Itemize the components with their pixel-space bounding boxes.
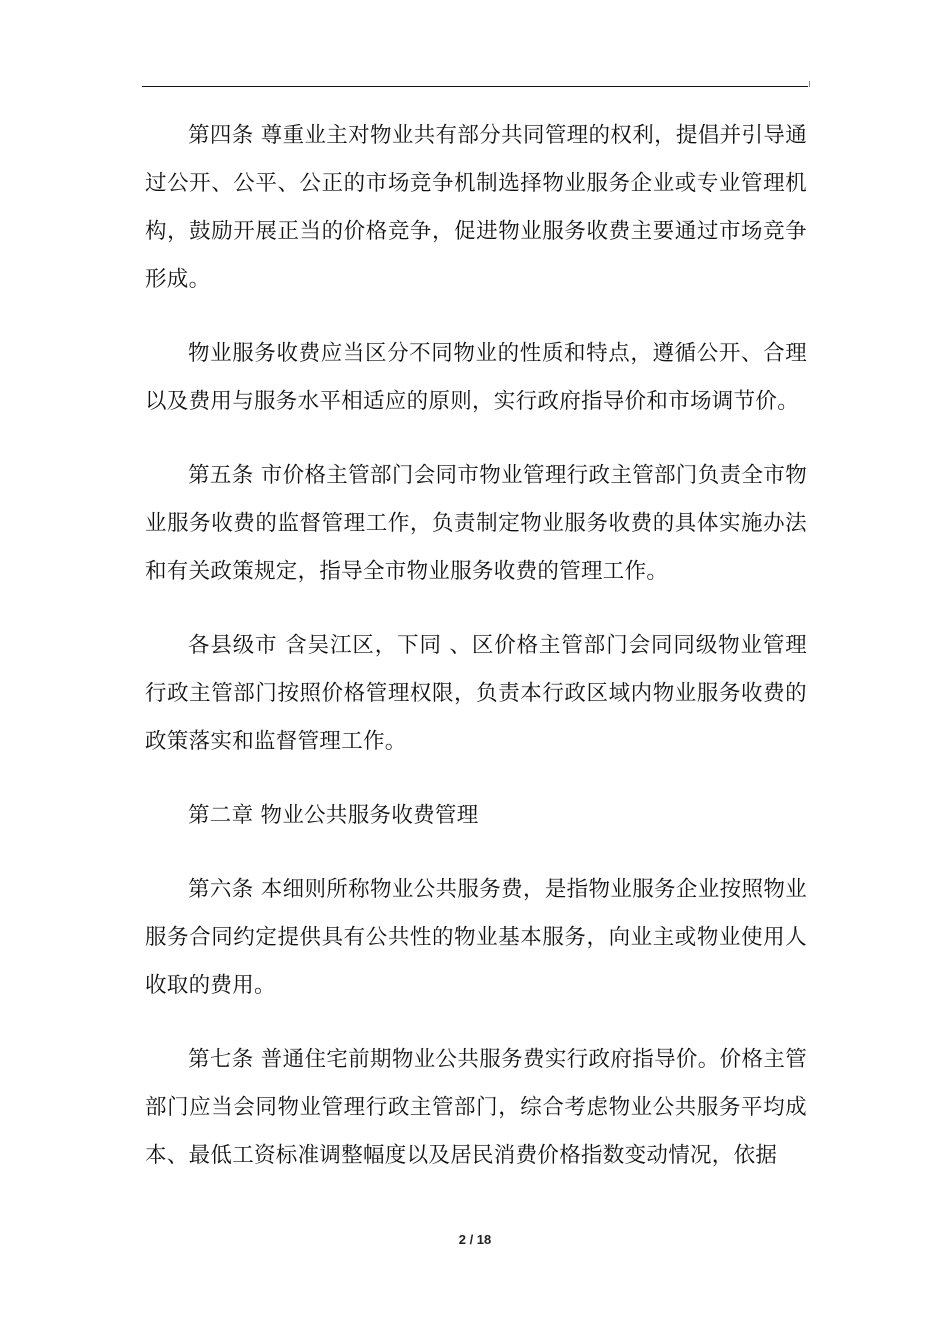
document-body bbox=[145, 112, 807, 1206]
paragraph-article-4: 第四条 尊重业主对物业共有部分共同管理的权利，提倡并引导通过公开、公平、公正的市场竞争机制选择物业服务企业或专业管理机构，鼓励开展正当的价格竞争，促进物业服务收费主要通过市场竞争形成。 bbox=[145, 123, 807, 292]
paragraph-article-7: 第七条 普通住宅前期物业公共服务费实行政府指导价。价格主管部门应当会同物业管理行政主管部门，综合考虑物业公共服务平均成本、最低工资标准调整幅度以及居民消费价格指数变动情况，依据 bbox=[145, 1047, 807, 1168]
page-number: 2 / 18 bbox=[458, 1232, 492, 1247]
header-rule bbox=[142, 86, 808, 87]
paragraph-article-6: 第六条 本细则所称物业公共服务费，是指物业服务企业按照物业服务合同约定提供具有公共性的物业基本服务，向业主或物业使用人收取的费用。 bbox=[145, 877, 807, 998]
paragraph-county-departments: 各县级市 含吴江区，下同 、区价格主管部门会同同级物业管理行政主管部门按照价格管理权限，负责本行政区域内物业服务收费的政策落实和监督管理工作。 bbox=[145, 633, 807, 754]
paragraph-article-5: 第五条 市价格主管部门会同市物业管理行政主管部门负责全市物业服务收费的监督管理工作，负责制定物业服务收费的具体实施办法和有关政策规定，指导全市物业服务收费的管理工作。 bbox=[145, 463, 807, 584]
paragraph-pricing-principle: 物业服务收费应当区分不同物业的性质和特点，遵循公开、合理以及费用与服务水平相适应的原则，实行政府指导价和市场调节价。 bbox=[145, 341, 807, 414]
chapter-heading: 第二章 物业公共服务收费管理 bbox=[188, 803, 479, 828]
